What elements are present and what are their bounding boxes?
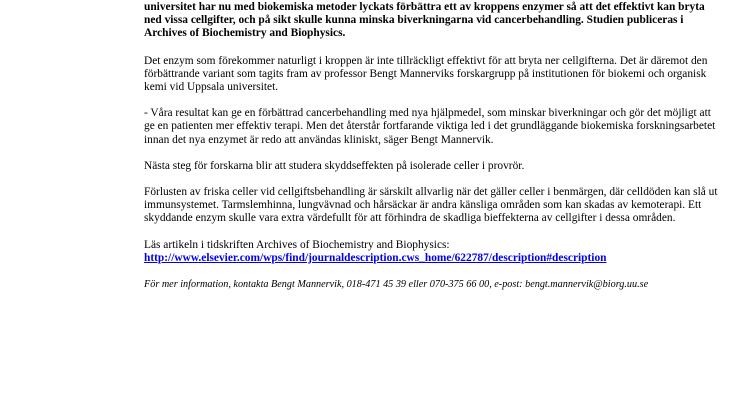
article-body	[144, 0, 724, 291]
read-more-text: Läs artikeln i tidskriften Archives of Biochemistry and Biophysics:	[144, 238, 450, 251]
article-lead: universitet har nu med biokemiska metoder lyckats förbättra ett av kroppens enzymer så att det effektivt kan bryta ned vissa cellgifter, och på sikt skulle kunna minska biverkningarna vid cancerbehandling. Studien publiceras i Archives of Biochemistry and Biophysics.	[144, 1, 705, 40]
contact-info: För mer information, kontakta Bengt Mannervik, 018-471 45 39 eller 070-375 66 00, e-post: bengt.mannervik@biorg.uu.se	[144, 279, 649, 291]
paragraph-next-step: Nästa steg för forskarna blir att studera skyddseffekten på isolerade celler i provrör.	[144, 159, 525, 172]
journal-link[interactable]: http://www.elsevier.com/wps/find/journaldescription.cws_home/622787/description#description	[144, 251, 607, 264]
paragraph-bone-marrow: Förlusten av friska celler vid cellgiftsbehandling är särskilt allvarlig när det gäller celler i benmärgen, där celldöden kan slå ut immunsystemet. Tarmslemhinna, lungvävnad och hårsäckar är andra känsliga områden som kan skadas av kemoterapi. Ett skyddande enzym skulle vara extra värdefullt för att förhindra de skadliga bieffekterna av cellgifter i dessa områden.	[144, 186, 718, 225]
paragraph-enzyme: Det enzym som förekommer naturligt i kroppen är inte tillräckligt effektivt för att bryta ner cellgifterna. Det är däremot den förbättrande variant som tagits fram av professor Bengt Mannerviks forskargrupp på institutionen för biokemi och organisk kemi vid Uppsala universitet.	[144, 54, 708, 94]
paragraph-quote: - Våra resultat kan ge en förbättrad cancerbehandling med nya hjälpmedel, som minskar biverkningar och gör det möjligt att ge en patienten mer effektiv terapi. Men det återstår fortfarande viktiga led i det grundläggande biokemiska forskningsarbetet innan det nya enzymet är redo att användas kliniskt, säger Bengt Mannervik.	[144, 107, 716, 146]
